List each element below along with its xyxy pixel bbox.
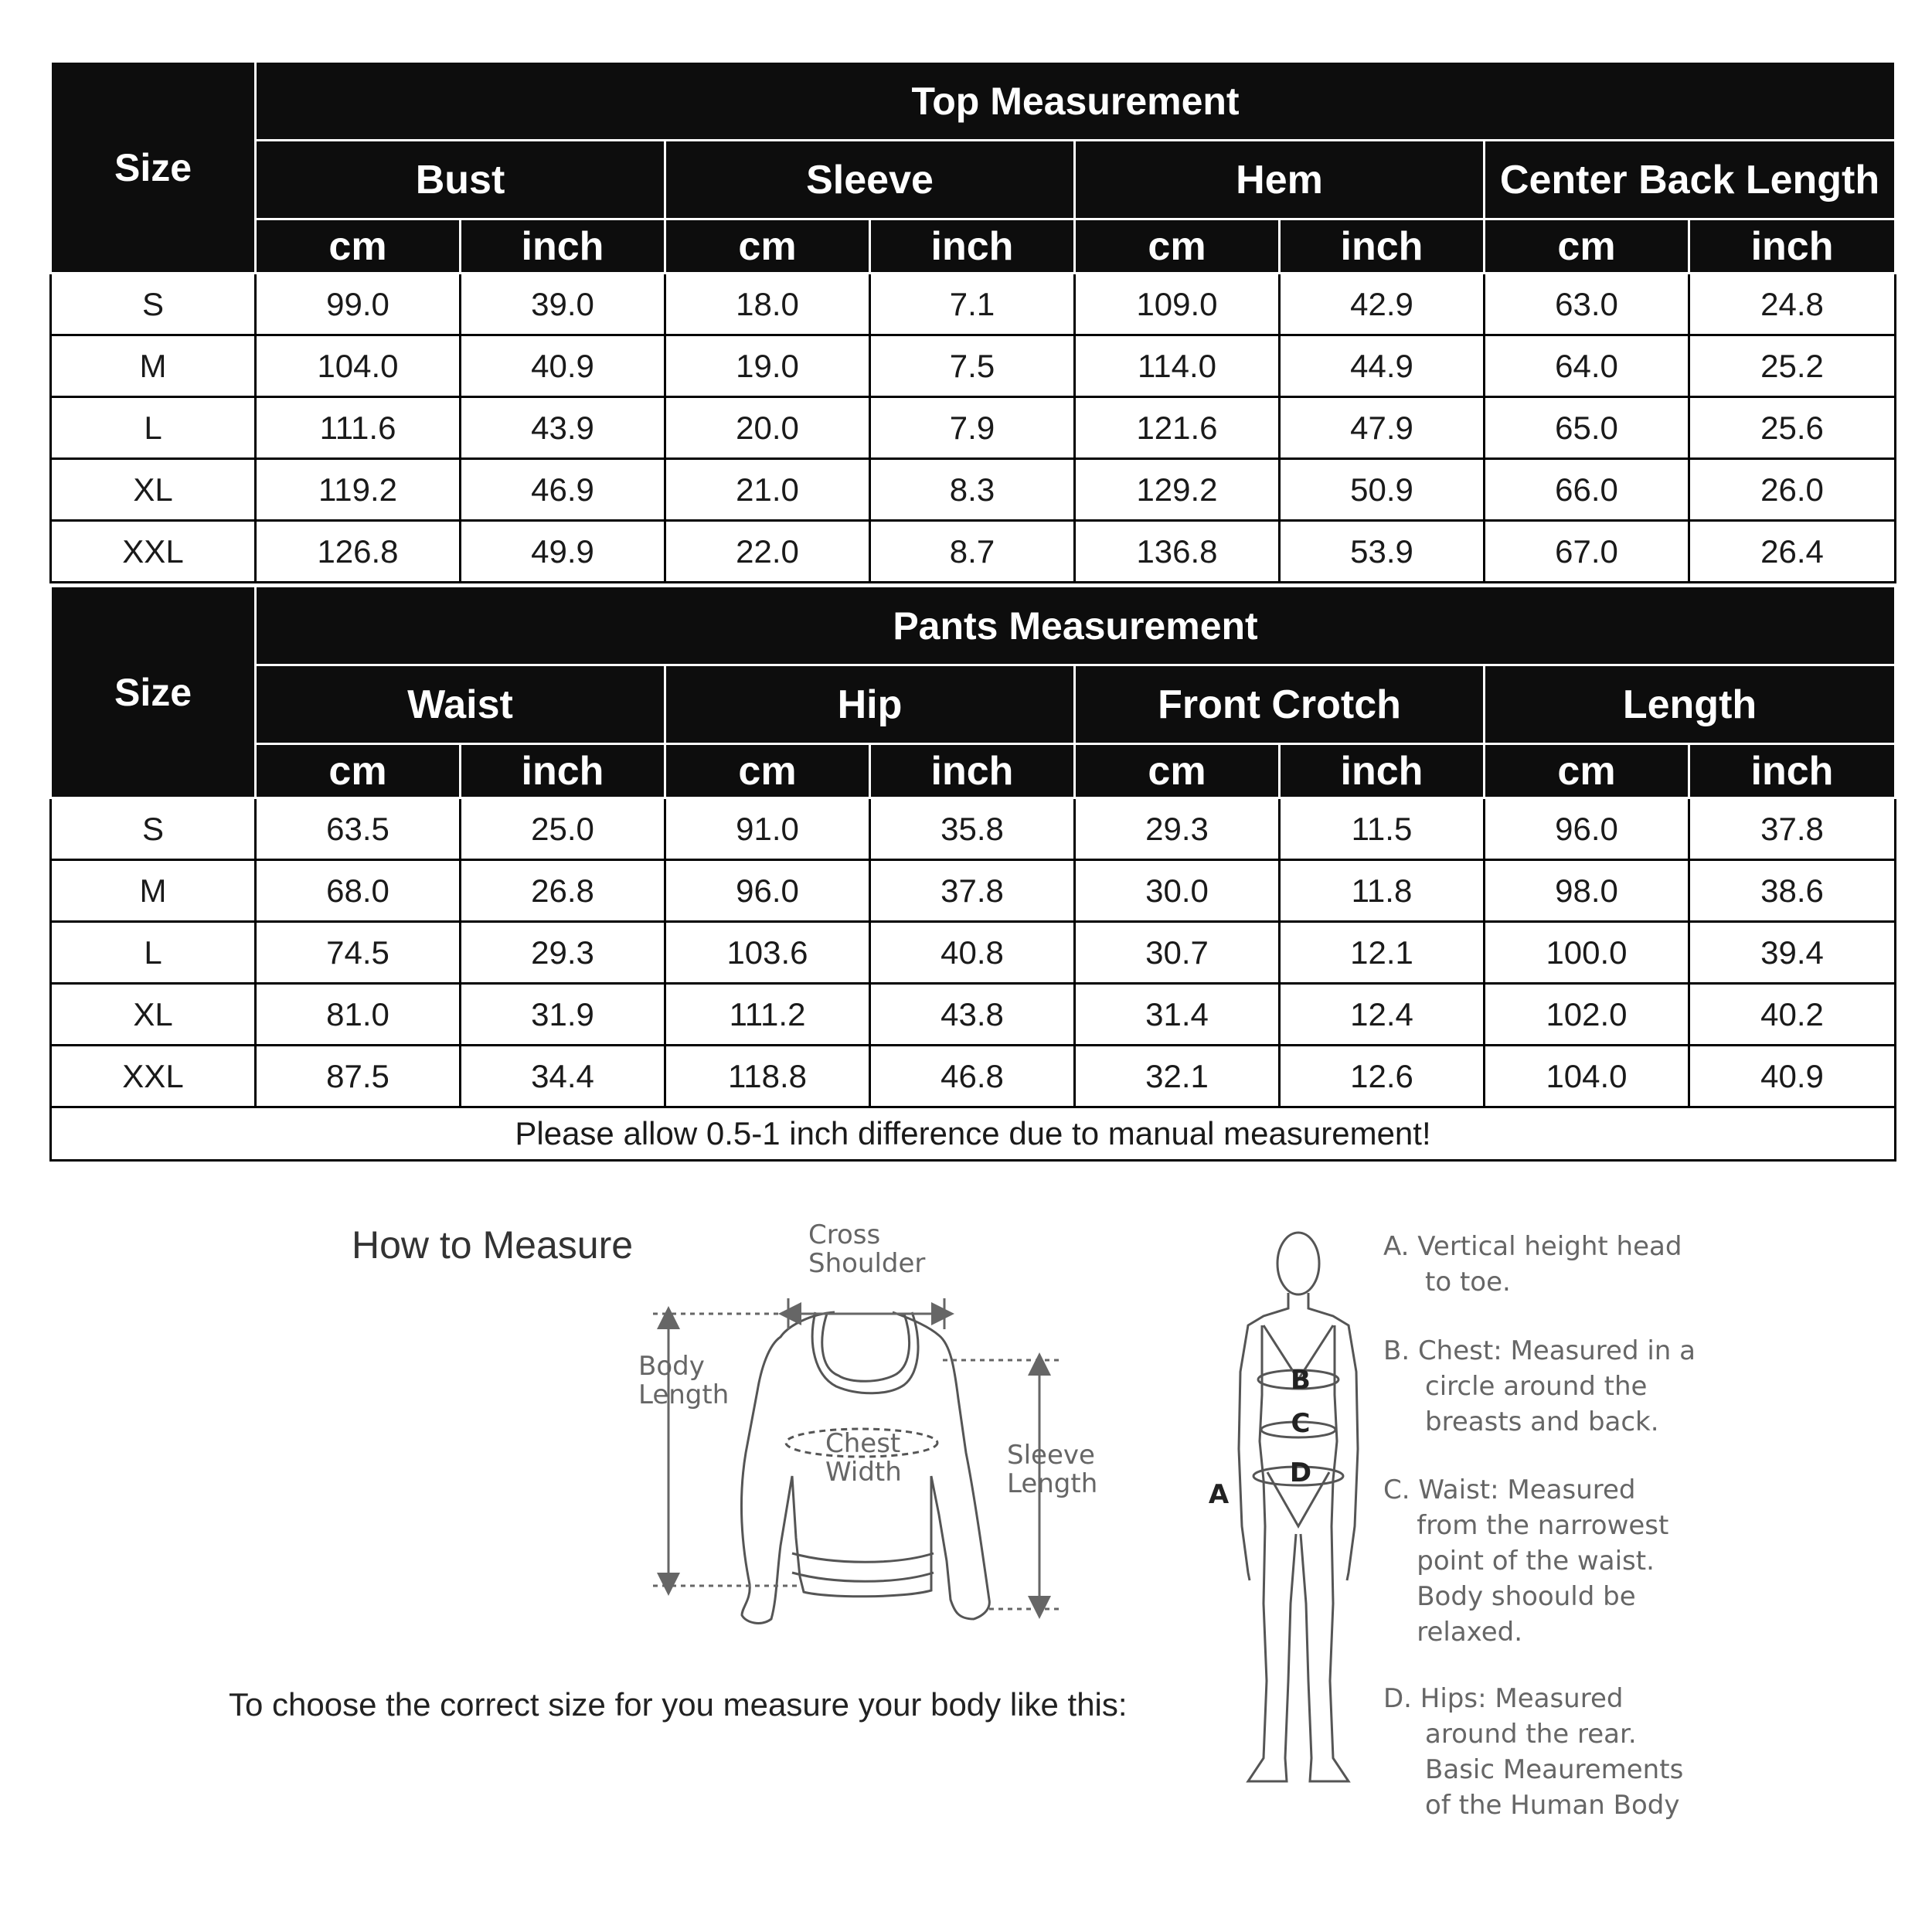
unit-header: cm: [665, 744, 870, 798]
value-cell: 91.0: [665, 798, 870, 860]
value-cell: 8.7: [870, 521, 1075, 583]
group-header: Front Crotch: [1075, 665, 1485, 744]
unit-header-row: [51, 219, 1896, 274]
value-cell: 24.8: [1689, 274, 1896, 335]
unit-header: inch: [870, 219, 1075, 274]
value-cell: 34.4: [461, 1046, 665, 1107]
group-header: Hem: [1075, 141, 1485, 219]
value-cell: 29.3: [1075, 798, 1280, 860]
value-cell: 12.1: [1280, 922, 1485, 984]
value-cell: 30.0: [1075, 860, 1280, 922]
value-cell: 96.0: [1485, 798, 1689, 860]
body-marker-a: A: [1208, 1479, 1230, 1510]
value-cell: 37.8: [1689, 798, 1896, 860]
instruction-text: To choose the correct size for you measure your body like this:: [229, 1686, 1128, 1723]
value-cell: 39.4: [1689, 922, 1896, 984]
table-row: [51, 984, 1896, 1046]
value-cell: 11.5: [1280, 798, 1485, 860]
value-cell: 38.6: [1689, 860, 1896, 922]
body-marker-c: C: [1291, 1408, 1311, 1439]
value-cell: 25.0: [461, 798, 665, 860]
value-cell: 44.9: [1280, 335, 1485, 397]
value-cell: 12.4: [1280, 984, 1485, 1046]
value-cell: 31.9: [461, 984, 665, 1046]
size-header: Size: [51, 62, 256, 274]
value-cell: 40.9: [461, 335, 665, 397]
table-row: [51, 459, 1896, 521]
group-header-row: [51, 665, 1896, 744]
value-cell: 63.5: [256, 798, 461, 860]
value-cell: 63.0: [1485, 274, 1689, 335]
table-row: [51, 860, 1896, 922]
size-cell: M: [51, 335, 256, 397]
unit-header: cm: [256, 744, 461, 798]
value-cell: 19.0: [665, 335, 870, 397]
unit-header: inch: [1689, 744, 1896, 798]
head-outline: [1277, 1233, 1319, 1294]
value-cell: 35.8: [870, 798, 1075, 860]
value-cell: 47.9: [1280, 397, 1485, 459]
value-cell: 11.8: [1280, 860, 1485, 922]
value-cell: 32.1: [1075, 1046, 1280, 1107]
value-cell: 22.0: [665, 521, 870, 583]
value-cell: 68.0: [256, 860, 461, 922]
unit-header: cm: [1485, 744, 1689, 798]
body-marker-d: D: [1289, 1458, 1312, 1488]
value-cell: 46.9: [461, 459, 665, 521]
value-cell: 40.9: [1689, 1046, 1896, 1107]
unit-header: inch: [1280, 219, 1485, 274]
value-cell: 109.0: [1075, 274, 1280, 335]
value-cell: 118.8: [665, 1046, 870, 1107]
value-cell: 39.0: [461, 274, 665, 335]
value-cell: 65.0: [1485, 397, 1689, 459]
value-cell: 18.0: [665, 274, 870, 335]
value-cell: 37.8: [870, 860, 1075, 922]
unit-header: inch: [461, 744, 665, 798]
value-cell: 119.2: [256, 459, 461, 521]
size-cell: XL: [51, 984, 256, 1046]
value-cell: 7.5: [870, 335, 1075, 397]
value-cell: 99.0: [256, 274, 461, 335]
value-cell: 136.8: [1075, 521, 1280, 583]
value-cell: 102.0: [1485, 984, 1689, 1046]
unit-header: cm: [1485, 219, 1689, 274]
value-cell: 121.6: [1075, 397, 1280, 459]
body-marker-b: B: [1291, 1365, 1311, 1396]
unit-header: inch: [461, 219, 665, 274]
how-to-measure-title: How to Measure: [352, 1223, 634, 1267]
size-header: Size: [51, 587, 256, 798]
value-cell: 111.2: [665, 984, 870, 1046]
legend-item-a: A. Vertical height head to toe.: [1383, 1231, 1682, 1298]
value-cell: 30.7: [1075, 922, 1280, 984]
value-cell: 104.0: [1485, 1046, 1689, 1107]
value-cell: 103.6: [665, 922, 870, 984]
value-cell: 43.8: [870, 984, 1075, 1046]
table-row: [51, 335, 1896, 397]
sleeve-length-label: Sleeve Length: [1007, 1440, 1098, 1499]
table-row: [51, 798, 1896, 860]
value-cell: 29.3: [461, 922, 665, 984]
value-cell: 74.5: [256, 922, 461, 984]
pants-measurement-table: [49, 585, 1896, 1162]
size-cell: M: [51, 860, 256, 922]
unit-header: inch: [1280, 744, 1485, 798]
group-header: Hip: [665, 665, 1075, 744]
table-title: Pants Measurement: [256, 587, 1896, 665]
body-length-label: Body Length: [638, 1351, 730, 1410]
size-cell: XXL: [51, 521, 256, 583]
legend-item-c: C. Waist: Measured from the narrowest point of the waist. Body shoould be relaxed.: [1383, 1475, 1669, 1648]
value-cell: 111.6: [256, 397, 461, 459]
size-cell: S: [51, 798, 256, 860]
value-cell: 87.5: [256, 1046, 461, 1107]
value-cell: 20.0: [665, 397, 870, 459]
legend-item-d: D. Hips: Measured around the rear. Basic Meaurements of the Human Body: [1383, 1683, 1684, 1821]
value-cell: 100.0: [1485, 922, 1689, 984]
value-cell: 104.0: [256, 335, 461, 397]
value-cell: 98.0: [1485, 860, 1689, 922]
value-cell: 126.8: [256, 521, 461, 583]
value-cell: 7.1: [870, 274, 1075, 335]
top-measurement-table: [49, 60, 1896, 583]
unit-header: cm: [256, 219, 461, 274]
table-row: [51, 922, 1896, 984]
table-row: [51, 274, 1896, 335]
legend-item-b: B. Chest: Measured in a circle around the breasts and back.: [1383, 1335, 1696, 1437]
size-cell: L: [51, 397, 256, 459]
chest-width-label: Chest Width: [825, 1428, 902, 1488]
value-cell: 7.9: [870, 397, 1075, 459]
value-cell: 66.0: [1485, 459, 1689, 521]
unit-header: cm: [1075, 219, 1280, 274]
value-cell: 49.9: [461, 521, 665, 583]
table-row: [51, 521, 1896, 583]
value-cell: 50.9: [1280, 459, 1485, 521]
value-cell: 129.2: [1075, 459, 1280, 521]
group-header: Center Back Length: [1485, 141, 1896, 219]
value-cell: 26.4: [1689, 521, 1896, 583]
table-row: [51, 397, 1896, 459]
value-cell: 25.2: [1689, 335, 1896, 397]
value-cell: 26.0: [1689, 459, 1896, 521]
value-cell: 43.9: [461, 397, 665, 459]
table-row: [51, 1046, 1896, 1107]
value-cell: 8.3: [870, 459, 1075, 521]
measurement-note: Please allow 0.5-1 inch difference due to manual measurement!: [51, 1107, 1896, 1161]
value-cell: 31.4: [1075, 984, 1280, 1046]
group-header: Bust: [256, 141, 665, 219]
value-cell: 26.8: [461, 860, 665, 922]
value-cell: 40.2: [1689, 984, 1896, 1046]
value-cell: 12.6: [1280, 1046, 1485, 1107]
size-cell: L: [51, 922, 256, 984]
unit-header: cm: [665, 219, 870, 274]
group-header: Length: [1485, 665, 1896, 744]
size-cell: S: [51, 274, 256, 335]
value-cell: 67.0: [1485, 521, 1689, 583]
value-cell: 42.9: [1280, 274, 1485, 335]
size-cell: XL: [51, 459, 256, 521]
unit-header-row: [51, 744, 1896, 798]
value-cell: 114.0: [1075, 335, 1280, 397]
value-cell: 96.0: [665, 860, 870, 922]
group-header-row: [51, 141, 1896, 219]
human-body-diagram: [1202, 1217, 1403, 1804]
table-title: Top Measurement: [256, 62, 1896, 141]
value-cell: 25.6: [1689, 397, 1896, 459]
unit-header: inch: [870, 744, 1075, 798]
unit-header: inch: [1689, 219, 1896, 274]
group-header: Waist: [256, 665, 665, 744]
value-cell: 64.0: [1485, 335, 1689, 397]
size-cell: XXL: [51, 1046, 256, 1107]
value-cell: 40.8: [870, 922, 1075, 984]
unit-header: cm: [1075, 744, 1280, 798]
cross-shoulder-label: Cross Shoulder: [808, 1219, 926, 1279]
value-cell: 46.8: [870, 1046, 1075, 1107]
group-header: Sleeve: [665, 141, 1075, 219]
value-cell: 81.0: [256, 984, 461, 1046]
value-cell: 21.0: [665, 459, 870, 521]
value-cell: 53.9: [1280, 521, 1485, 583]
